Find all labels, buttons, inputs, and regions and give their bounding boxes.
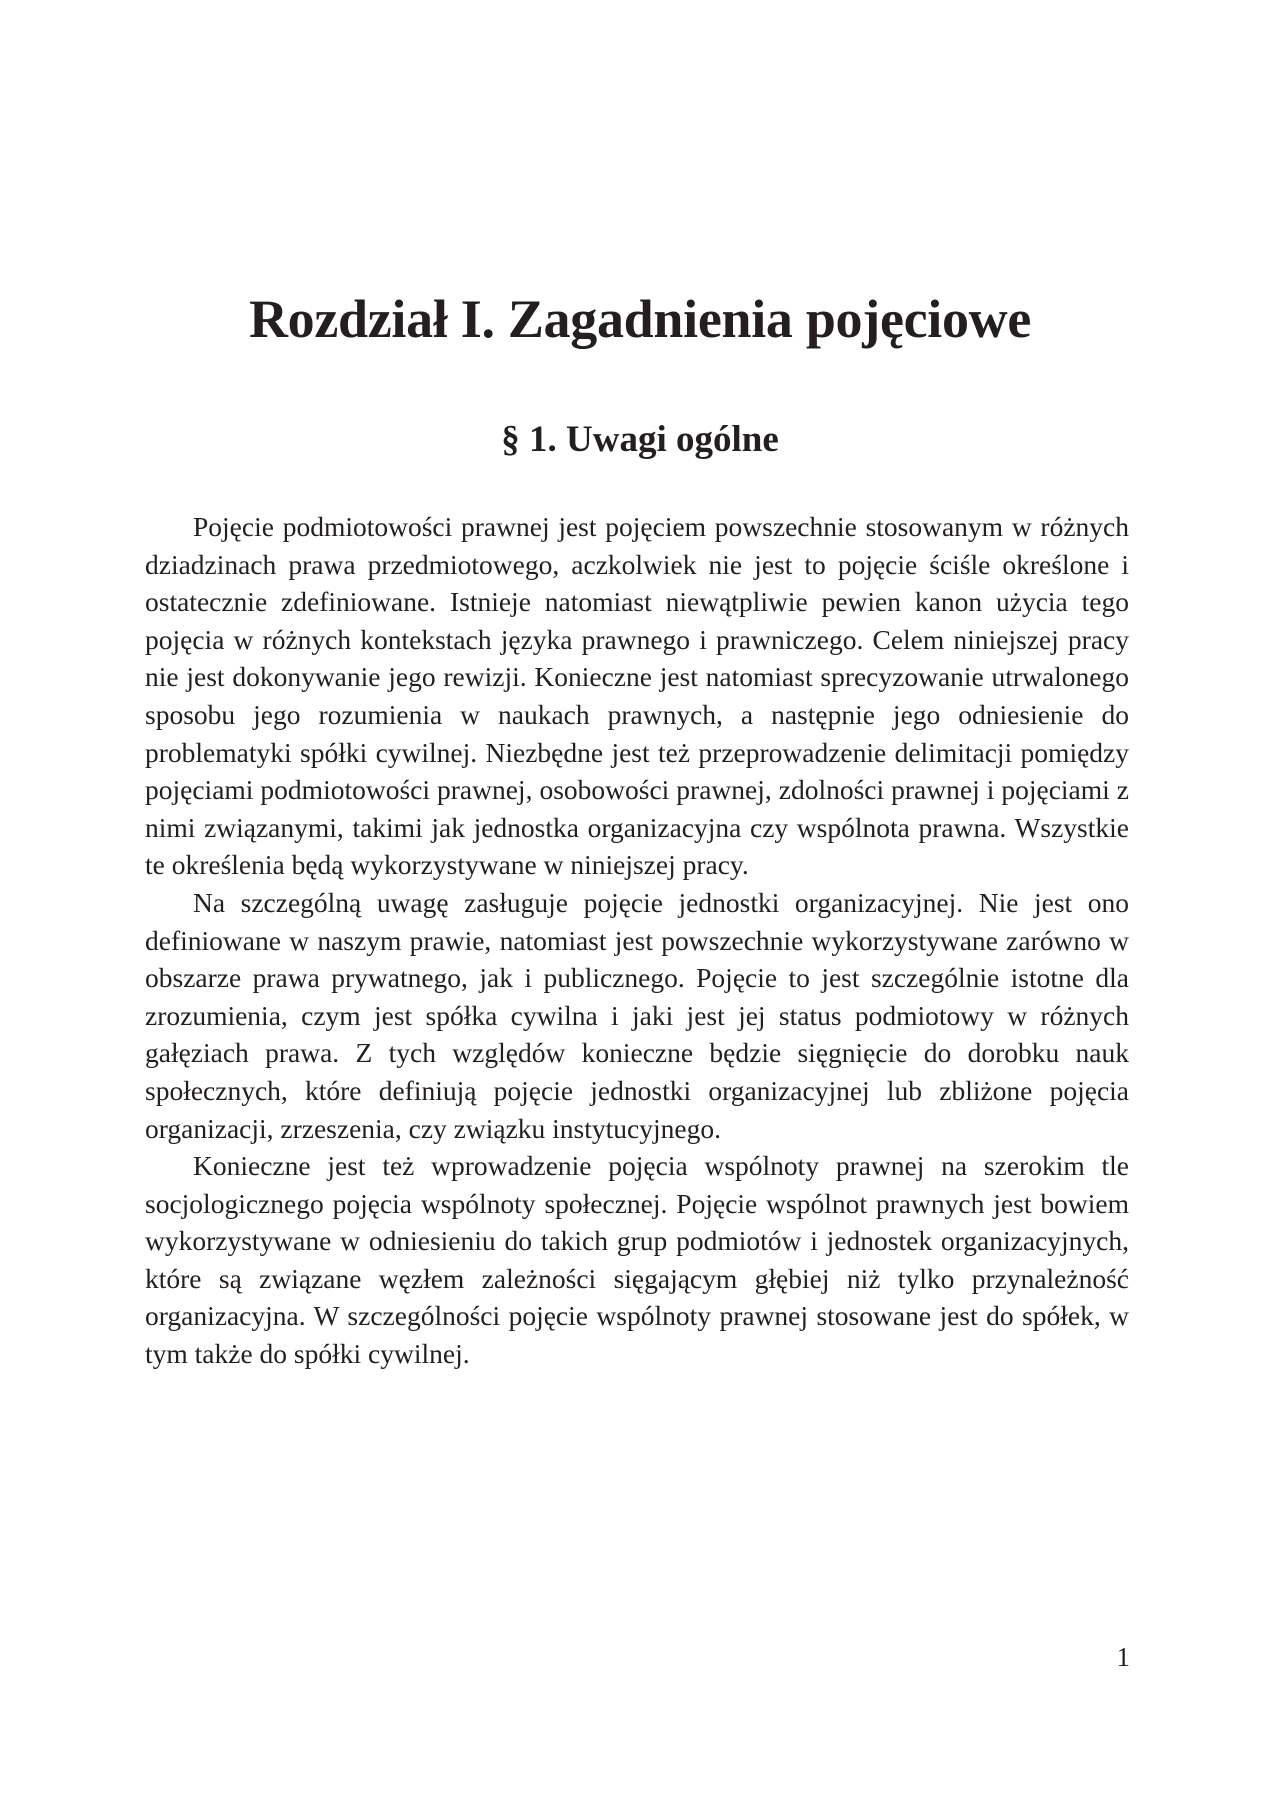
- chapter-title: Rozdział I. Zagadnienia pojęciowe: [248, 289, 1032, 349]
- body-text: [145, 508, 1129, 1373]
- paragraph: Na szczególną uwagę zasługuje pojęcie jednostki organizacyjnej. Nie jest ono definiowane w naszym prawie, natomiast jest powszechnie wykorzystywane zarówno w obszarze prawa prywatnego, jak i publicznego. Pojęcie to jest szczególnie istotne dla zrozumienia, czym jest spółka cywilna i jaki jest jej status podmiotowy w różnych gałęziach prawa. Z tych względów konieczne będzie sięgnięcie do dorobku nauk społecznych, które definiują pojęcie jednostki organizacyjnej lub zbliżone pojęcia organizacji, zrzeszenia, czy związku instytucyjnego.: [145, 886, 1129, 1144]
- section-title: § 1. Uwagi ogólne: [501, 419, 779, 460]
- page-number: 1: [1116, 1642, 1130, 1672]
- paragraph: Konieczne jest też wprowadzenie pojęcia wspólnoty prawnej na szerokim tle socjologicznego pojęcia wspólnoty społecznej. Pojęcie wspólnot prawnych jest bowiem wykorzystywane w odniesieniu do takich grup podmiotów i jednostek organizacyjnych, które są związane węzłem zależności sięgającym głębiej niż tylko przynależność organizacyjna. W szczególności pojęcie wspólnoty prawnej stosowane jest do spółek, w tym także do spółki cywilnej.: [145, 1150, 1129, 1370]
- paragraph: Pojęcie podmiotowości prawnej jest pojęciem powszechnie stosowanym w różnych dziadzinach prawa przedmiotowego, aczkolwiek nie jest to pojęcie ściśle określone i ostatecznie zdefiniowane. Istnieje natomiast niewątpliwie pewien kanon użycia tego pojęcia w różnych kontekstach języka prawnego i prawniczego. Celem niniejszej pracy nie jest dokonywanie jego rewizji. Konieczne jest natomiast sprecyzowanie utrwalonego sposobu jego rozumienia w naukach prawnych, a następnie jego odniesienie do problematyki spółki cywilnej. Niezbędne jest też przeprowadzenie delimitacji pomiędzy pojęciami podmiotowości prawnej, osobowości prawnej, zdolności prawnej i pojęciami z nimi związanymi, takimi jak jednostka organizacyjna czy wspólnota prawna. Wszystkie te określenia będą wykorzystywane w niniejszej pracy.: [145, 511, 1129, 881]
